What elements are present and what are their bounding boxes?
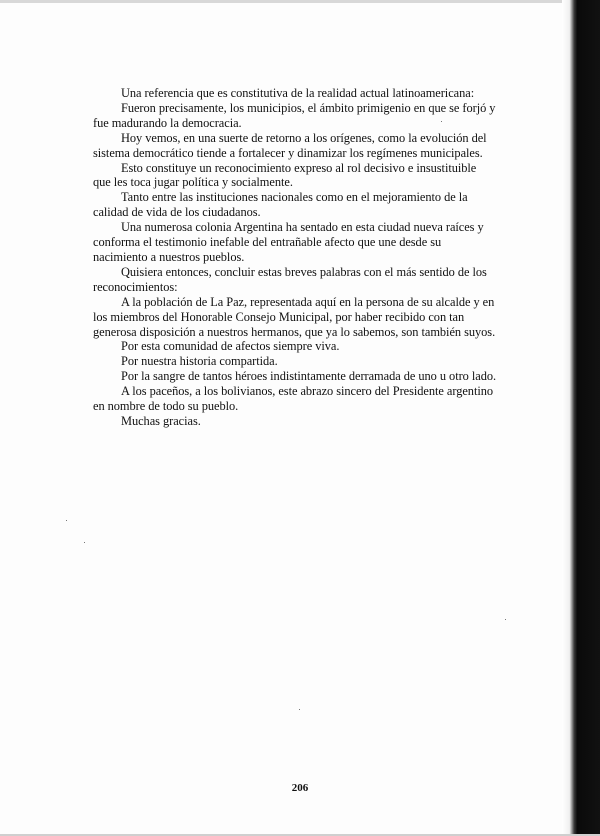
paragraph-9: Por esta comunidad de afectos siempre viva. — [121, 339, 340, 354]
scan-speck — [84, 542, 85, 543]
paragraph-6: Una numerosa colonia Argentina ha sentado en esta ciudad nueva raíces y conforma el testimonio inefable del entrañable afecto que une desde su nacimiento a nuestros pueblos. — [93, 220, 484, 264]
paragraph-10: Por nuestra historia compartida. — [121, 354, 278, 369]
paragraph-4: Esto constituye un reconocimiento expreso al rol decisivo e insustituible que les toca jugar política y socialmente. — [93, 160, 477, 190]
paragraph-1: Una referencia que es constitutiva de la realidad actual latinoamericana: — [121, 86, 475, 100]
scan-speck — [66, 520, 67, 521]
paragraph-3: Hoy vemos, en una suerte de retorno a los orígenes, como la evolución del sistema democrático tiende a fortalecer y dinamizar los regímenes municipales. — [93, 130, 487, 160]
paragraph-5: Tanto entre las instituciones nacionales como en el mejoramiento de la calidad de vida de los ciudadanos. — [93, 190, 468, 220]
paragraph-13: Muchas gracias. — [121, 413, 201, 428]
scan-speck — [505, 619, 506, 620]
scan-speck — [299, 709, 300, 710]
scan-edge-right — [562, 0, 600, 836]
page-number: 206 — [291, 782, 309, 794]
paragraph-8: A la población de La Paz, representada aquí en la persona de su alcalde y en los miembros del Honorable Consejo Municipal, por haber recibido con tan generosa disposición a nuestros hermanos, que ya lo sabemos, son también suyos. — [93, 294, 496, 339]
body-text — [93, 86, 497, 429]
scan-edge-top — [0, 0, 600, 3]
paragraph-12: A los paceños, a los bolivianos, este abrazo sincero del Presidente argentino en nombre de todo su pueblo. — [93, 384, 494, 414]
paragraph-7: Quisiera entonces, concluir estas breves palabras con el más sentido de los reconocimientos: — [93, 264, 487, 294]
scan-speck — [441, 121, 442, 122]
paragraph-2: Fueron precisamente, los municipios, el ámbito primigenio en que se forjó y fue madurando la democracia. — [93, 100, 496, 130]
paragraph-11: Por la sangre de tantos héroes indistintamente derramada de uno u otro lado. — [121, 369, 497, 384]
